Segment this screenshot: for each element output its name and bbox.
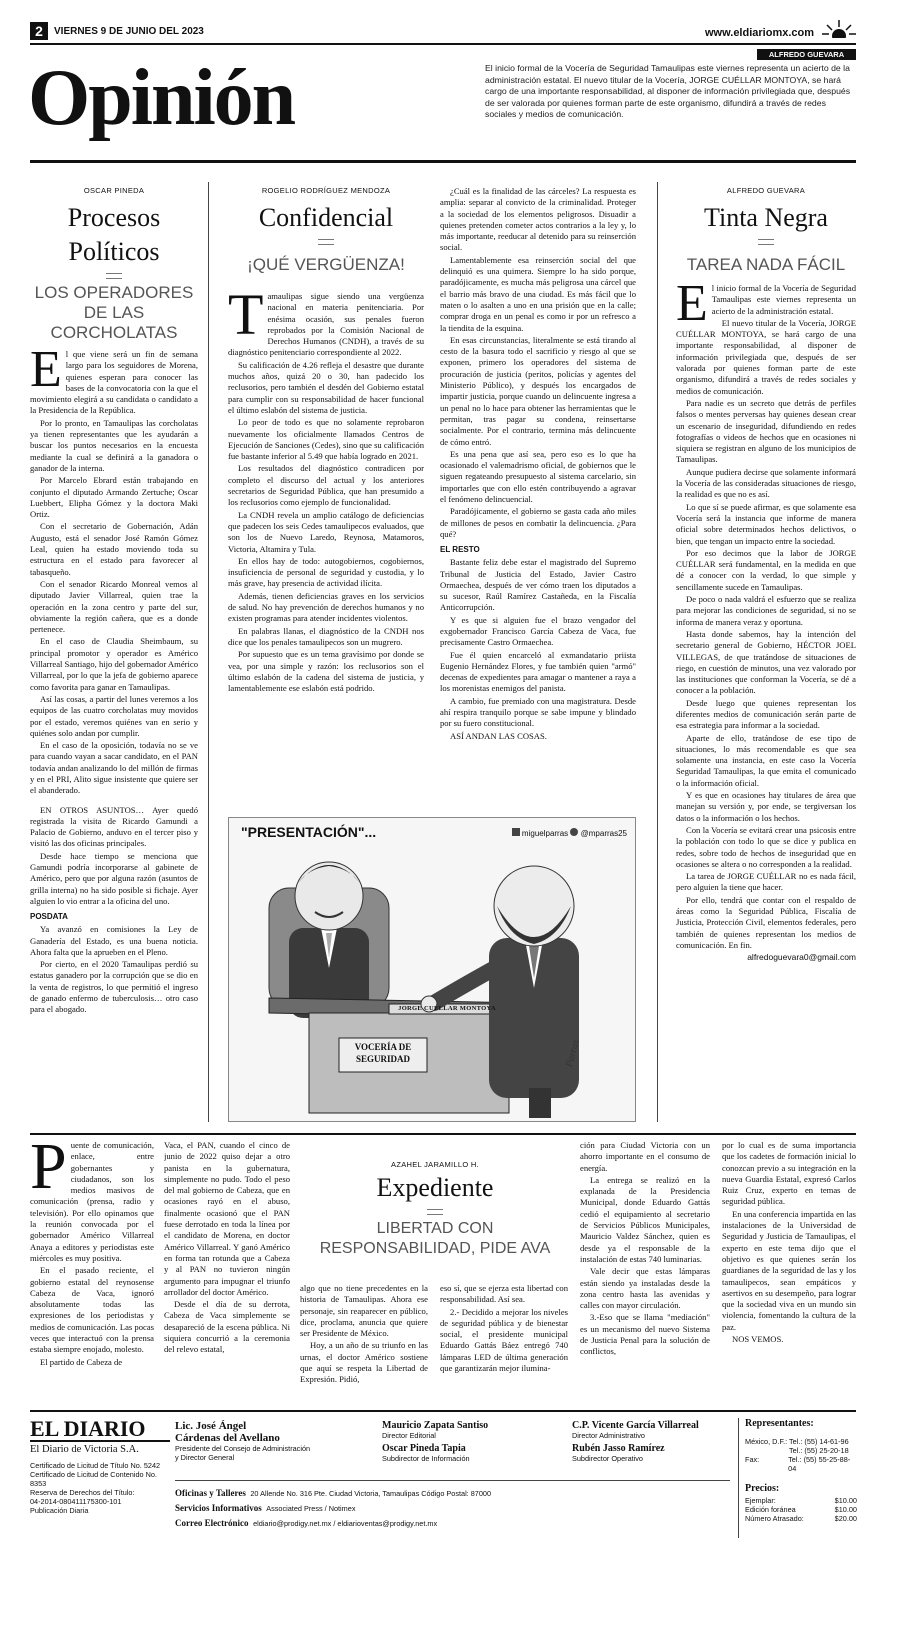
certificate-line: Certificado de Licitud de Contenido No. 8353 [30,1470,157,1488]
paragraph: Vaca, el PAN, cuando el cinco de junio de 2022 quiso dejar a otro panista en la gubernatura, simplemente no pudo. Todo el peso del mal gobierno de Cabeza, que en ocasiones rayó en el abuso, finalmente ocasionó que el PAN fuese derrotado en toda la línea por el candidato de Morena, en doctor Américo Villarreal. Y ganó Américo en forma tan rotunda que a Cabeza y al PAN no tuvieron ningún argumento para impugnar el triunfo arrollador del doctor Américo. [164,1140,290,1297]
rep-row [745,1437,857,1446]
paragraph: En esas circunstancias, literalmente se está tirando al cesto de la basura todo el sacrificio y riesgo al que se exponen, primero los operadores del sistema de procuración de justicia (peritos, policías y agentes del Ministerio Público), y después los encargados de impartir justicia, porque cuando un delincuente ingresa a un penal no lo hace para obtener las herramientas que le permitan, tras pagar su condena, reinsertarse socialmente. Por el contrario, termina más delincuente de cómo entró. [440,334,636,447]
paragraph: Desde hace tiempo se menciona que Gamundi podría incorporarse al gabinete de Américo, pero que por alguna razón (asuntos de grilla interna) no ha sido posible si fichaje. Ayer alguien lo vio entrar a la oficina del uno. [30,850,198,906]
column-name: Tinta Negra [704,203,828,232]
paragraph: Para nadie es un secreto que detrás de perfiles falsos o mentes perversas hay quienes desean crear un escenario de inseguridad, difundiendo en redes fotografías o videos de hechos que en ocasiones ni siquiera se registran en alguno de los municipios de Tamaulipas. [676,397,856,465]
desk-sign-line: VOCERÍA DE [354,1042,412,1052]
paragraph: Paradójicamente, el gobierno se gasta cada año miles de millones de pesos en combatir la delincuencia. ¿Para qué? [440,506,636,539]
staff-name: Oscar Pineda Tapia [382,1443,466,1454]
newspaper-company: El Diario de Victoria S.A. [30,1444,139,1455]
column-name: Políticos [68,237,160,266]
paragraph: Por cierto, en el 2020 Tamaulipas perdió su estatus ganadero por la corrupción que se dio en la venta de registros, lo que permitió el ingreso de ganado enfermo de tuberculosis… otro caso para el abogado. [30,959,198,1015]
credit-twitter: @mparras25 [580,829,627,838]
staff-role: Director Editorial [382,1431,436,1440]
column-headline: TAREA NADA FÁCIL [686,255,846,274]
page-date: VIERNES 9 DE JUNIO DEL 2023 [54,26,204,37]
paragraph: NOS VEMOS. [732,1334,784,1345]
paragraph: Así las cosas, a partir del lunes veremos a los equipos de las cuatro corcholatas muy movidos por el estado, veremos quiénes van en serio y quiénes solo andan por cumplir. [30,693,198,738]
paragraph: La tarea de JORGE CUÉLLAR no es nada fácil, pero alguien la tiene que hacer. [676,871,856,893]
column-author: OSCAR PINEDA [83,186,145,195]
ornament [427,1209,443,1215]
column-divider [208,182,209,1122]
paragraph: Por supuesto que es un tema gravísimo por donde se vea, por una simple y razón: los reclusorios son el último eslabón de la cadena del sistema de justicia, y lamentablemente ese eslabón está podrido. [228,649,424,694]
site-url[interactable]: www.eldiariomx.com [705,27,815,39]
rep-phone: Tel.: (55) 25-20-18 [789,1446,849,1455]
bottom-section-rule [30,1133,856,1135]
expediente-col-1 [30,1140,154,1402]
paragraph: ASÍ ANDAN LAS COSAS. [450,730,547,741]
staff-role: Subdirector Operativo [572,1454,643,1463]
paragraph: ¿Cuál es la finalidad de las cárceles? La respuesta es amplia: separar al convicto de la criminalidad. Proteger a la sociedad de los elementos peligrosos. Disuadir a quienes pretenden cometer actos contrarios a la ley y, lo más importante, reeducar al detenido para su reinserción social. [440,186,636,253]
column-confidencial [228,186,424,811]
footer-inner-rule [175,1480,730,1481]
expediente-heading [300,1160,570,1259]
paragraph: En el caso de Claudia Sheimbaum, su principal promotor y operador es Américo Villarreal Santiago, hijo del gobernador Américo Villarreal, por lo que la jefa de gobierno aparece como favorita para ganar en Tamaulipas. [30,636,198,692]
column-headline: ¡QUÉ VERGÜENZA! [247,255,405,274]
certificate-line: Reserva de Derechos del Título: [30,1488,135,1497]
rep-phone: Tel.: (55) 14-61-96 [789,1437,849,1446]
desk-nameplate: JORGE CUÉLLAR MONTOYA [398,1005,496,1012]
paragraph: Por lo pronto, en Tamaulipas las corcholatas ya tienen representantes que les ayudarán a buscar los puntos necesarios en la encuesta mediante la cual se definirá a la ganadora o ganador de la interna. [30,417,198,473]
drop-cap: E [30,341,62,398]
paragraph: 2.- Decidido a mejorar los niveles de seguridad pública y de bienestar social, el presidente municipal Eduardo Gattás Báez entregó 740 lámparas LED de última generación que garantizarán mejor ilumina- [440,1306,568,1374]
section-title: Opinión [28,54,295,142]
paragraph: Con el senador Ricardo Monreal vemos al diputado Javier Villarreal, quien trae la operación en la zona centro y parte del sur, obviamente la región cañera, que es a donde pertenece. [30,578,198,635]
desk-sign [339,1041,427,1065]
sun-logo-icon [822,20,856,38]
column-confidencial-continued [440,186,636,811]
prices-title: Precios: [745,1483,780,1494]
masthead-block [30,1418,170,1515]
teaser-text: El inicio formal de la Vocería de Seguridad Tamaulipas este viernes representa un acierto de la administración estatal. El nuevo titular de la Vocería, JORGE CUÉLLAR MONTOYA, se hará cargo de una importante responsabilidad, al disponer de información privilegiada que, después de ser valorada por quienes forman parte de este organismo, difundirá a través de redes sociales y medios de comunicación. [485,63,851,120]
expediente-col-6 [722,1140,856,1402]
paragraph: Los resultados del diagnóstico contradicen por completo el discurso del actual y los anteriores secretarios de Seguridad Pública, que han presumido a los reclusorios como ejemplo de funcionalidad. [228,463,424,508]
credit-facebook: miguelparras [521,829,569,838]
paragraph: Lo que sí se puede afirmar, es que solamente esa Vocería será la instancia que informe de manera oficial sobre determinados hechos delictivos, o bien, que tengan un impacto entre la sociedad. [676,501,856,546]
rep-fax-label: Fax: [745,1455,760,1464]
paragraph: Desde luego que quienes representan los diferentes medios de comunicación serán parte de esa estrategia para informar a la sociedad. [676,697,856,731]
paragraph: l inicio formal de la Vocería de Seguridad Tamaulipas este viernes representa un acierto de la administración estatal. [711,283,856,316]
paragraph: EN OTROS ASUNTOS… Ayer quedó registrada la visita de Ricardo Gamundi a Palacio de Gobierno, anduvo en el tercer piso y visitó las dos oficinas principales. [30,804,198,849]
paragraph: El nuevo titular de la Vocería, JORGE CUÉLLAR MONTOYA, se hará cargo de una importante responsabilidad, al disponer de información privilegiada que, después de ser valorada por quienes forman parte de este organismo, difundirá a través de redes sociales y medios de comunicación. [676,317,856,396]
footer-rule [30,1410,856,1412]
paragraph: La CNDH revela un amplio catálogo de deficiencias que padecen los seis Cedes tamaulipecos evaluados, que son los de Nuevo Laredo, Reynosa, Matamoros, Victoria, Altamira y Tula. [228,509,424,554]
cartoon-drawing [229,818,636,1122]
paragraph: Su calificación de 4.26 refleja el desastre que durante muchos años, quizá 20 o 30, han padecido los reclusorios, pero también el desdén del Gobierno estatal para cumplir con su responsabilidad de hacer funcional el último eslabón del sistema de justicia. [228,359,424,415]
price-value: $10.00 [834,1496,857,1505]
rep-row [745,1446,857,1455]
staff-name: C.P. Vicente García Villarreal [572,1420,699,1431]
paragraph: por lo cual es de suma importancia que los cadetes de formación inicial lo conozcan previo a su integración en la nueva Guardia Estatal, expresó Carlos Ruiz Cruz, experto en temas de seguridad pública. [722,1140,856,1207]
price-row [745,1505,857,1514]
drop-cap: E [676,275,708,332]
paragraph: Es una pena que así sea, pero eso es lo que ha ocasionado el valemadrismo oficial, de gobiernos que le siguen regateando presupuesto al sistema carcelario, sin importarles que con ello estén contribuyendo a agravar el fenómeno delincuencial. [440,448,636,505]
offices-row [175,1486,730,1501]
header-rule [30,43,856,45]
author-email[interactable]: alfredoguevara0@gmail.com [747,952,856,963]
column-author: AZAHEL JARAMILLO H. [391,1160,479,1169]
staff-role: Director Administrativo [572,1431,645,1440]
paragraph: De poco o nada valdrá el esfuerzo que se realiza para mejorar las condiciones de seguridad, si no se informa de manera veraz y oportuna. [676,594,856,627]
rep-city: México, D.F.: [745,1437,788,1446]
drop-cap: T [228,282,264,347]
certificate-line: Publicación Diaria [30,1506,89,1515]
services-value: Associated Press / Notimex [266,1504,356,1513]
staff-director-general [175,1420,365,1462]
price-value: $20.00 [834,1514,857,1523]
page-number: 2 [30,22,48,40]
price-row [745,1514,857,1523]
price-value: $10.00 [834,1505,857,1514]
subhead: EL RESTO [440,545,480,555]
rep-row [745,1455,857,1473]
column-tinta-negra [676,186,856,1126]
paragraph: La entrega se realizó en la explanada de la Presidencia Municipal, donde Eduardo Gattás cedió el equipamiento al secretario de Servicios Públicos Municipales, Mauricio Valdez Sánchez, quien es desde ya el responsable de la instalación de estas 740 luminarias. [580,1174,710,1264]
email-row [175,1516,730,1531]
certificate-line: Certificado de Licitud de Título No. 5242 [30,1461,161,1470]
paragraph: Aparte de ello, tratándose de ese tipo de situaciones, lo más recomendable es que sea solamente una instancia, en este caso la Vocería Seguridad Tamaulipas, la que emita el comunicado o la información oficial. [676,732,856,788]
staff-name: Rubén Jasso Ramírez [572,1443,665,1454]
staff-name: Lic. José Ángel [175,1420,247,1432]
column-author: ROGELIO RODRÍGUEZ MENDOZA [261,186,391,195]
representatives-block [745,1418,857,1523]
staff-administration [572,1420,732,1463]
paragraph: Fue él quien encarceló al exmandatario priista Eugenio Hernández Flores, y fue también quien "armó" decenas de expedientes para amagar o mantener a raya a los morenistas enemigos del panista. [440,649,636,694]
price-label: Edición foránea [745,1505,796,1514]
services-label: Servicios Informativos [175,1503,262,1513]
column-headline: LOS OPERADORES DE LAS CORCHOLATAS [34,283,194,342]
paragraph: l que viene será un fin de semana largo para los seguidores de Morena, quienes esperan para conocer las bases de la convocatoria con la que el movimiento elegirá a su candidata o candidato a la Presidencia de la República. [30,349,198,416]
column-name: Expediente [376,1173,494,1202]
staff-name: Mauricio Zapata Santiso [382,1420,489,1431]
paragraph: 3.-Eso que se llama "mediación" es un mecanismo del nuevo Sistema de Justicia Penal para la solución de conflictos, [580,1312,710,1357]
staff-role: y Director General [175,1453,235,1462]
paragraph: Lamentablemente esa reinserción social del que delinquió es una quimera. Siempre lo ha sido porque, paradójicamente, es mucha más peligrosa una cárcel que el barrio más bravo de una ciudad. Es más fácil que lo maten o lo asalten a uno en una prisión que en la calle; comprar droga en un penal es como ir por un refresco a la tiendita de la esquina. [440,254,636,333]
contact-info [175,1486,730,1531]
ornament [758,239,774,245]
paragraph: Desde el día de su derrota, Cabeza de Vaca simplemente se desapareció de la escena pública. Ni siquiera concurrió a la ceremonia del relevo estatal, [164,1299,290,1355]
paragraph: amaulipas sigue siendo una vergüenza nacional en materia penitenciaria. Por enésima ocasión, sus penales fueron reprobados por la Comisión Nacional de Derechos Humanos (CNDH), a través de su diagnóstico penitenciario correspondiente al 2022. [228,291,424,358]
paragraph: eso sí, que se ejerza esta libertad con responsabilidad. Así sea. [440,1283,568,1305]
paragraph: Ya avanzó en comisiones la Ley de Ganadería del Estado, es una buena noticia. Ahora falta que la aprueben en el Pleno. [30,924,198,957]
paragraph: Hoy, a un año de su triunfo en las urnas, el doctor Américo sostiene que aquí se respeta la Libertad de Expresión. Pidió, [300,1340,428,1385]
offices-value: 20 Allende No. 316 Pte. Ciudad Victoria, Tamaulipas Código Postal: 87000 [250,1489,492,1498]
email-value[interactable]: eldiario@prodigy.net.mx / eldiarioventas@prodigy.net.mx [253,1519,438,1528]
column-name: Confidencial [258,203,394,232]
subhead: POSDATA [30,912,68,922]
staff-role: Presidente del Consejo de Administración [175,1444,311,1453]
footer-divider [738,1418,739,1538]
paragraph: Con el secretario de Gobernación, Adán Augusto, está el senador José Ramón Gómez Leal, quien ha estado moviendo toda su estructura en el estado para favorecer al tabasqueño. [30,521,198,577]
paragraph: Y es que en ocasiones hay titulares de área que manejan su versión y, por ende, se tergiversan los datos o la información o los hechos. [676,790,856,823]
paragraph: En el caso de la oposición, todavía no se ve para cuando vayan a sacar candidato, en el PAN todavía andan analizando lo del millón de firmas y en el PRI, Alito sigue insistente que quiere ser el abanderado. [30,740,198,796]
paragraph: Con la Vocería se evitará crear una psicosis entre la población con todo lo que se dice y publica en redes, sobre todo de hechos de inseguridad que en ocasiones se altera o no corresponden a la realidad. [676,824,856,869]
email-label: Correo Electrónico [175,1518,249,1528]
paragraph: uente de comunicación, enlace, entre gobernantes y ciudadanos, son los medios masivos de comunicación (prensa, radio y televisión). Por ello opinamos que la reunión convocada por el gobernador Américo Villarreal Anaya a editores y periodistas este miércoles es muy positiva. [30,1140,154,1263]
price-label: Número Atrasado: [745,1514,804,1523]
services-row [175,1501,730,1516]
paragraph: En el pasado reciente, el gobierno estatal del reynosense Cabeza de Vaca, ignoró absolutamente todas las expresiones de los periodistas y medios de comunicación. Las pocas veces que interactuó con la prensa estaba siempre enojado, molesto. [30,1265,154,1355]
newspaper-logo: EL DIARIO [30,1418,170,1442]
expediente-col-4 [440,1283,568,1403]
expediente-col-3 [300,1283,428,1403]
paragraph: algo que no tiene precedentes en la historia de Tamaulipas. Ahora ese personaje, sin reaparecer en público, dice, proclama, anuncia que quiere ser Presidente de México. [300,1283,428,1339]
paragraph: Hasta donde sabemos, hay la intención del secretario general de Gobierno, HÉCTOR JOEL VILLEGAS, de que tratándose de situaciones de riego, en cuestión de minutos, una vez valorado por las instituciones que conforman la Vocería, se dé a conocer a la población. [676,628,856,696]
editorial-cartoon [228,817,636,1122]
drop-cap: P [30,1140,67,1203]
paragraph: Además, tienen deficiencias graves en los servicios de salud. No hay prevención de derechos humanos y no existen programas para atender incidentes violentos. [228,590,424,624]
certificate-line: 04-2014-080411175300-101 [30,1497,122,1506]
paragraph: Y es que si alguien fue el brazo vengador del exgobernador Francisco García Cabeza de Vaca, fue precisamente Castro Ormaechea. [440,614,636,648]
price-label: Ejemplar: [745,1496,776,1505]
paragraph: Por ello, tendrá que contar con el respaldo de áreas como la Seguridad Pública, Fiscalía de Justicia, Protección Civil, elementos federales, pero también de quienes representan los medios de comunicación. En fin. [676,894,856,950]
paragraph: Por eso decimos que la labor de JORGE CUÉLLAR será fundamental, en la medida en que dé a conocer con la verdad, lo que simple y sencillamente sucede en Tamaulipas. [676,547,856,592]
paragraph: Aunque pudiera decirse que solamente informará la Vocería de las consideradas situaciones de riesgo, la realidad es que no es así. [676,466,856,500]
staff-name: Cárdenas del Avellano [175,1432,280,1444]
teaser-author: ALFREDO GUEVARA [757,49,856,60]
cartoon-title: "PRESENTACIÓN"... [241,824,377,840]
ornament [106,273,122,279]
cartoon-signature: Parras [563,1038,582,1069]
column-name: Procesos [67,203,161,232]
rep-phone: Tel.: (55) 55-25-88-04 [788,1455,851,1473]
paragraph: En una conferencia impartida en las instalaciones de la Universidad de Seguridad y Justicia de Tamaulipas, el experto en este tema dijo que el objetivo es que quienes serán los guardianes de la seguridad de las y los tamaulipecos, sean empáticos y asertivos en su desempeño, para lograr que la sociedad viva en un mundo sin violencia, fomentando la cultura de la paz. [722,1208,856,1332]
paragraph: Lo peor de todo es que no solamente reprobaron nuevamente los oficialmente llamados Centros de Ejecución de Sanciones (Cedes), sino que su calificación fue bastante inferior al 5.49 que había logrado en 2021. [228,417,424,462]
paragraph: Bastante feliz debe estar el magistrado del Supremo Tribunal de Justicia del Estado, Javier Castro Ormaechea, después de ver cómo traen los diputados a su sucesor, Raúl Ramírez Castañeda, en la Fiscalía Anticorrupción. [440,557,636,613]
paragraph: Por Marcelo Ebrard están trabajando en conjunto el diputado Armando Zertuche; Oscar Luebbert, Elipha Gómez y la doctora Maki Ortiz. [30,475,198,520]
column-divider [657,182,658,1122]
paragraph: En palabras llanas, el diagnóstico de la CNDH nos dice que los penales tamaulipecos son un mugrero. [228,625,424,647]
paragraph: A cambio, fue premiado con una magistratura. Desde ahí respira tranquilo porque se sabe impune y blindado por su fuero constitucional. [440,695,636,729]
header-bottom-rule [30,160,856,163]
expediente-col-2 [164,1140,290,1402]
paragraph: Vale decir que estas lámparas están siendo ya instaladas desde la zona centro hasta las avenidas y calles con mayor circulación. [580,1266,710,1311]
price-row [745,1496,857,1505]
staff-editorial [382,1420,562,1463]
desk-sign-line: SEGURIDAD [355,1054,410,1064]
paragraph: En ellos hay de todo: autogobiernos, cogobiernos, insuficiencia de personal de seguridad y custodia, y lo más grave, hay presencia de actividad ilícita. [228,555,424,589]
staff-role: Subdirector de Información [382,1454,470,1463]
representatives-title: Representantes: [745,1418,814,1429]
paragraph: ción para Ciudad Victoria con un ahorro importante en el consumo de energía. [580,1140,710,1173]
ornament [318,239,334,245]
offices-label: Oficinas y Talleres [175,1488,246,1498]
column-headline: LIBERTAD CON RESPONSABILIDAD, PIDE AVA [319,1220,551,1257]
column-procesos-politicos [30,186,198,1126]
paragraph: El partido de Cabeza de [40,1356,123,1367]
expediente-col-5 [580,1140,710,1402]
column-author: ALFREDO GUEVARA [726,186,806,195]
